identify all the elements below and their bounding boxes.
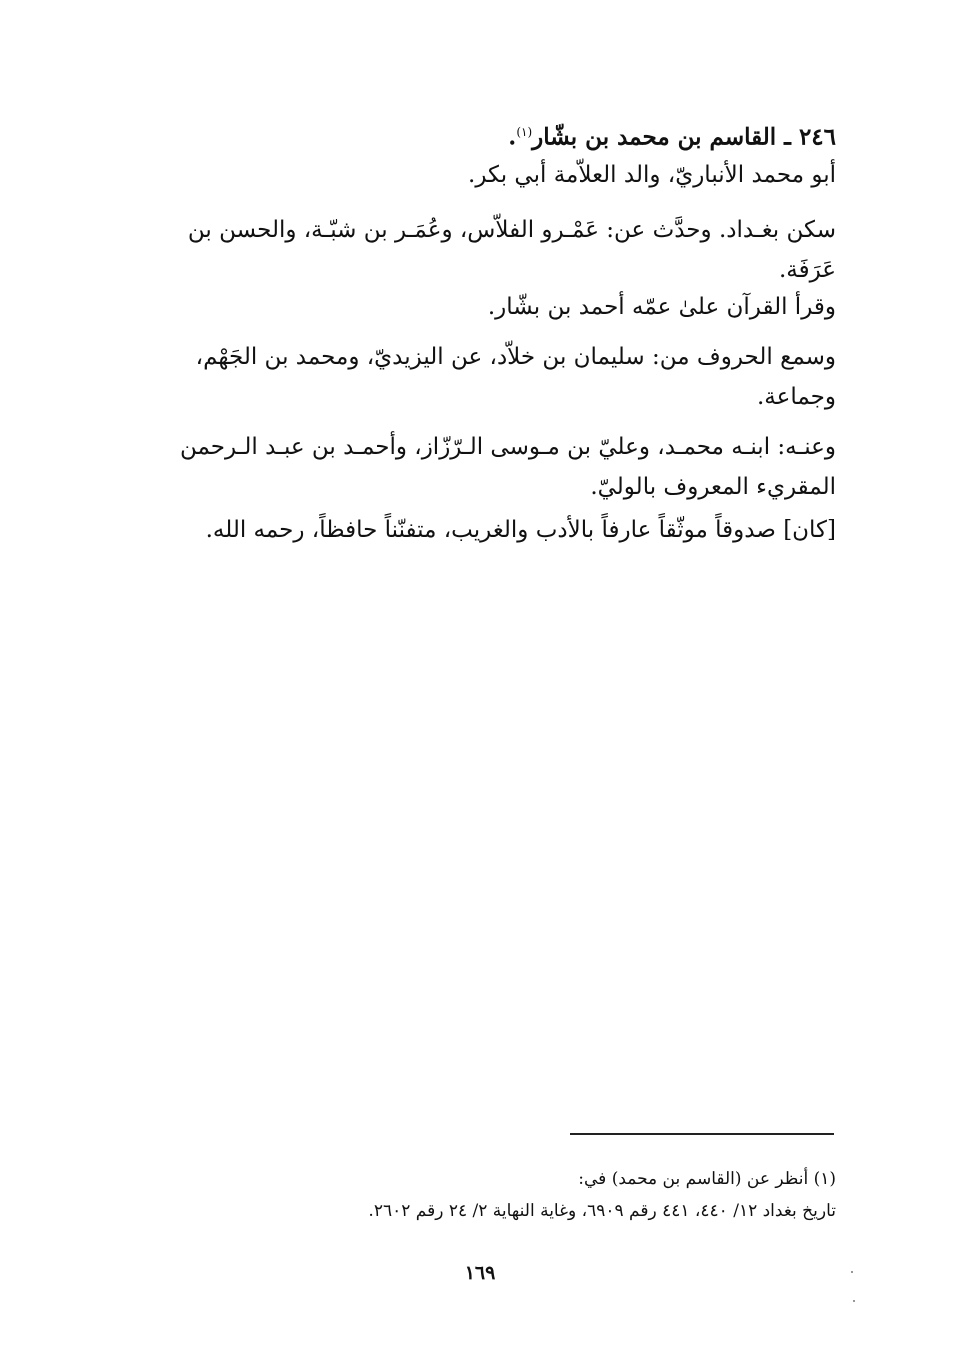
- recited-line: وقرأ القرآن علىٰ عمّه أحمد بن بشّار.: [487, 294, 836, 320]
- paragraph-students: [118, 427, 836, 507]
- heard-line-2: وجماعة.: [757, 384, 836, 410]
- footnote-line-2: تاريخ بغداد ١٢/ ٤٤٠، ٤٤١ رقم ٦٩٠٩، وغاية النهاية ٢/ ٢٤ رقم ٢٦٠٢.: [368, 1201, 836, 1221]
- paragraph-settled: [118, 210, 836, 290]
- settled-line-2: عَرَفَة.: [778, 257, 836, 283]
- page-number: ١٦٩: [464, 1262, 496, 1284]
- scan-speck: [851, 1271, 853, 1273]
- students-line-1: وعنـه: ابنـه محمـد، وعليّ بن مـوسى الـرّزّاز، وأحمـد بن عبـد الـرحمن: [179, 434, 836, 460]
- students-line-2: المقريء المعروف بالوليّ.: [590, 474, 836, 500]
- paragraph-recited: [118, 287, 836, 327]
- entry-title: [118, 112, 836, 158]
- footnote-marker: (١): [516, 125, 533, 139]
- entry-heading: ٢٤٦ ـ القاسم بن محمد بن بشّار: [532, 123, 836, 151]
- verdict-line: [كان] صدوقاً موثّقاً عارفاً بالأدب والغريب، متفنّناً حافظاً، رحمه الله.: [205, 517, 836, 543]
- entry-kunya: [118, 155, 836, 195]
- settled-line-1: سكن بغـداد. وحدَّث عن: عَمْـرو الفلاّس، وعُمَـر بن شبّـة، والحسن بن: [187, 217, 836, 243]
- scan-speck: [853, 1300, 855, 1302]
- entry-title-end: .: [508, 123, 517, 151]
- footnote-line-1: (١) أنظر عن (القاسم بن محمد) في:: [578, 1169, 836, 1189]
- kunya-line: أبو محمد الأنباريّ، والد العلاّمة أبي بكر.: [468, 162, 836, 188]
- heard-line-1: وسمع الحروف من: سليمان بن خلاّد، عن اليزيديّ، ومحمد بن الجَهْم،: [195, 344, 836, 370]
- paragraph-verdict: [118, 510, 836, 550]
- footnote-divider: [570, 1133, 834, 1135]
- paragraph-heard: [118, 337, 836, 417]
